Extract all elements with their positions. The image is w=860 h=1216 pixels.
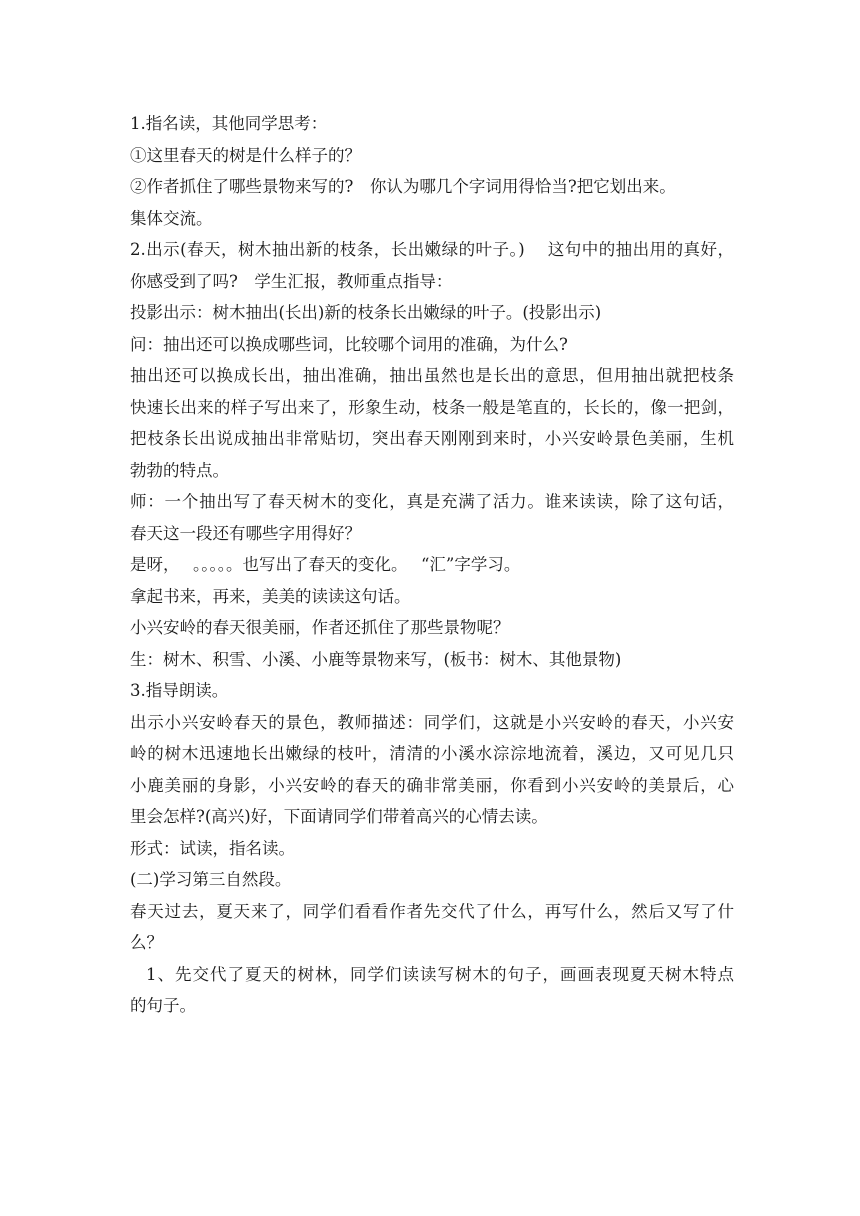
text-line: 勃勃的特点。 [130, 460, 229, 480]
text-line: 1、先交代了夏天的树林，同学们读读写树木的句子，画画表现夏天树木特点 [146, 964, 734, 984]
text-line: 3.指导朗读。 [130, 681, 229, 700]
text-line: 的句子。 [130, 996, 196, 1015]
text-line: ①这里春天的树是什么样子的？ [130, 145, 361, 165]
text-line: 形式：试读，指名读。 [130, 838, 295, 858]
text-line: ②作者抓住了哪些景物来写的? 你认为哪几个字词用得恰当?把它划出来。 [130, 177, 676, 196]
text-line: 拿起书来，再来，美美的读读这句话。 [130, 586, 411, 606]
text-line: 集体交流。 [130, 208, 213, 228]
text-line: 1.指名读，其他同学思考： [130, 114, 328, 133]
text-line: 小鹿美丽的身影，小兴安岭的春天的确非常美丽，你看到小兴安岭的美景后，心 [130, 775, 734, 795]
text-line: 小兴安岭的春天很美丽，作者还抓住了那些景物呢？ [130, 618, 510, 637]
text-line: 里会怎样?(高兴)好，下面请同学们带着高兴的心情去读。 [130, 807, 548, 826]
text-line: 春天这一段还有哪些字用得好？ [130, 523, 361, 543]
text-line: 快速长出来的样子写出来了，形象生动，枝条一般是笔直的，长长的，像一把剑， [130, 397, 734, 417]
text-line: 2.出示(春天，树木抽出新的枝条，长出嫩绿的叶子。) 这句中的抽出用的真好， [130, 240, 734, 259]
text-line: (二)学习第三自然段。 [130, 870, 292, 889]
text-line: 你感受到了吗? 学生汇报，教师重点指导： [130, 271, 453, 291]
text-line: 出示小兴安岭春天的景色，教师描述：同学们，这就是小兴安岭的春天，小兴安 [130, 712, 734, 732]
text-line: 春天过去，夏天来了，同学们看看作者先交代了什么，再写什么，然后又写了什 [130, 901, 734, 921]
text-line: 问：抽出还可以换成哪些词，比较哪个词用的准确，为什么? [130, 334, 568, 354]
text-line: 生：树木、积雪、小溪、小鹿等景物来写，(板书：树木、其他景物) [130, 649, 622, 669]
text-line: 岭的树木迅速地长出嫩绿的枝叶，清清的小溪水淙淙地流着，溪边，又可见几只 [130, 744, 734, 763]
text-line: 师：一个抽出写了春天树木的变化，真是充满了活力。谁来读读，除了这句话， [130, 492, 734, 511]
text-line: 把枝条长出说成抽出非常贴切，突出春天刚刚到来时，小兴安岭景色美丽，生机 [130, 429, 734, 448]
text-line: 投影出示：树木抽出(长出)新的枝条长出嫩绿的叶子。(投影出示) [130, 303, 602, 322]
text-line: 么？ [130, 933, 163, 952]
document-page [130, 108, 734, 1022]
text-line: 抽出还可以换成长出，抽出准确，抽出虽然也是长出的意思，但用抽出就把枝条 [130, 366, 734, 385]
text-line: 是呀， 。。。。。也写出了春天的变化。 “汇”字学习。 [130, 555, 521, 574]
